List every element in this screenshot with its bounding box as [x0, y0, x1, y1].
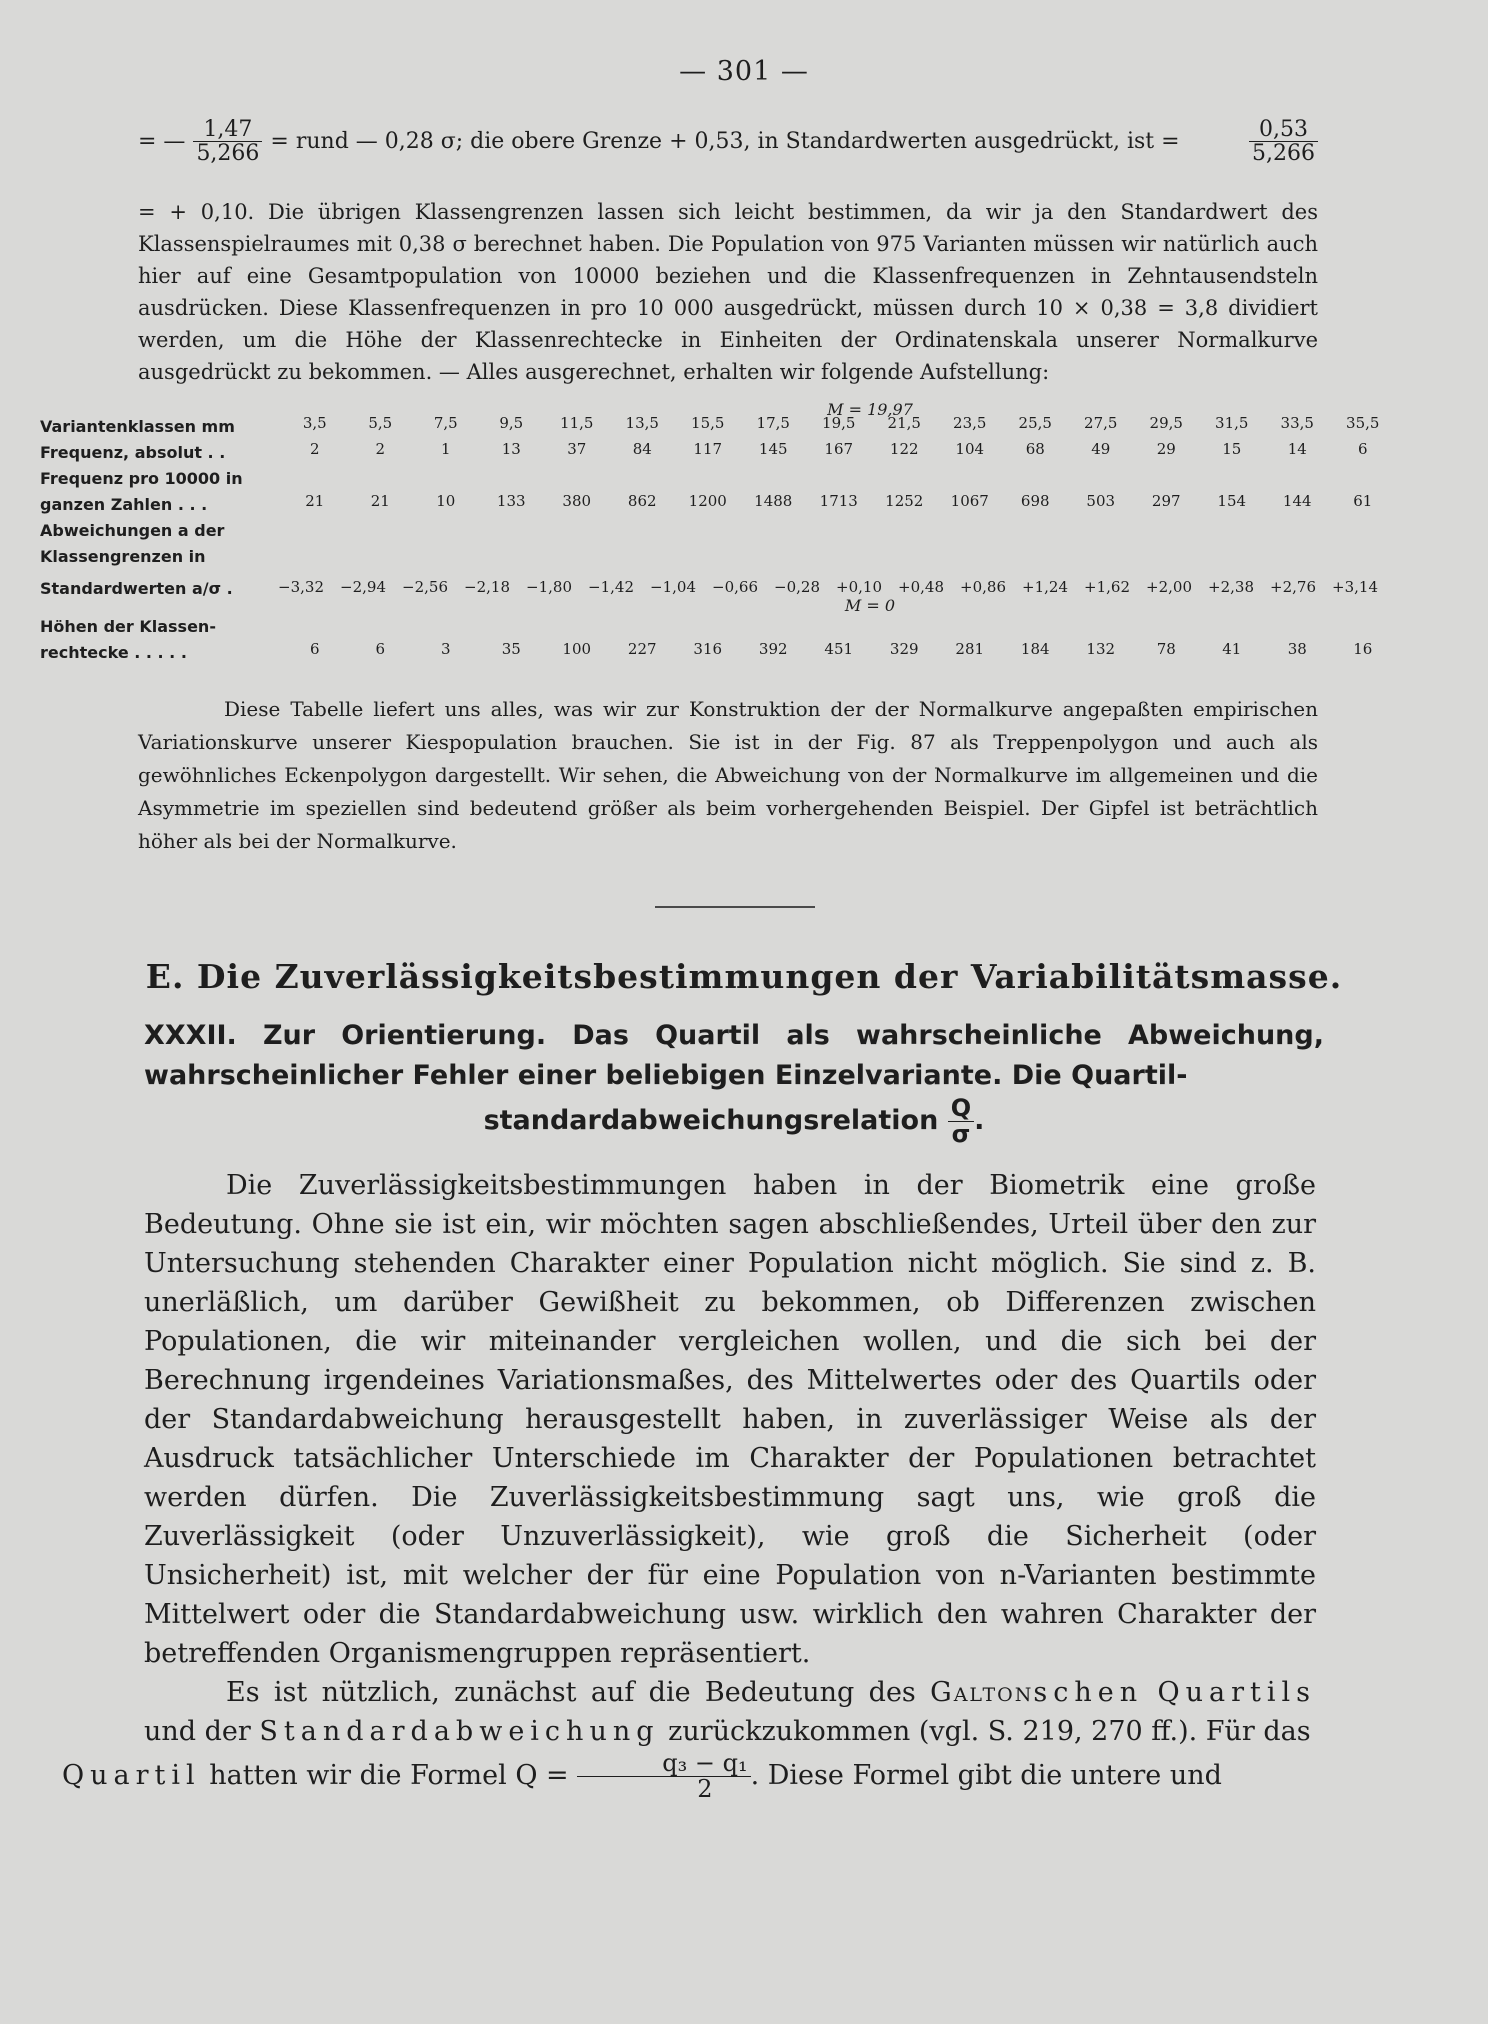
- table-cell-freq-10000: 144: [1282, 492, 1312, 510]
- table-cell-deviation: −0,66: [712, 578, 758, 596]
- table-row-freq-10000: [40, 492, 1460, 510]
- table-cell-class: 19,5: [822, 414, 856, 432]
- text-run-spaced: Quartils: [1157, 1677, 1316, 1708]
- table-cell-height: 392: [758, 640, 788, 658]
- label-line: ganzen Zahlen . . .: [40, 495, 208, 514]
- table-cell-class: 21,5: [887, 414, 921, 432]
- table-cell-freq-abs: 117: [693, 440, 723, 458]
- table-cell-freq-abs: 104: [955, 440, 985, 458]
- row-label-spacer: [40, 492, 282, 510]
- fraction-numerator: 0,53: [1249, 118, 1318, 142]
- table-cell-freq-abs: 14: [1287, 440, 1307, 458]
- row-label: Variantenklassen mm: [40, 417, 235, 436]
- table-cell-freq-abs: 13: [501, 440, 521, 458]
- table-cell-class: 31,5: [1215, 414, 1249, 432]
- table-cell-deviation: +1,62: [1084, 578, 1130, 596]
- text-run: zurückzukommen (vgl. S. 219, 270 ff.). Für das: [668, 1716, 1311, 1747]
- table-cell-height: 316: [693, 640, 723, 658]
- table-cell-height: 38: [1287, 640, 1307, 658]
- table-cell-height: 35: [501, 640, 521, 658]
- table-cell-deviation: +2,76: [1270, 578, 1316, 596]
- table-cell-freq-abs: 122: [889, 440, 919, 458]
- table-cell-deviation: +0,48: [898, 578, 944, 596]
- table-cell-height: 227: [627, 640, 657, 658]
- table-cell-freq-abs: 49: [1091, 440, 1111, 458]
- chapter-title-end: .: [974, 1105, 985, 1137]
- table-cell-freq-abs: 2: [375, 440, 386, 458]
- body-paragraph: Die Zuverlässigkeitsbestimmungen haben in der Biometrik eine große Bedeutung. Ohne sie ist ein, wir möchten sagen abschließendes, Urteil über den zur Untersuchung stehenden Charakter einer Population nicht möglich. Sie sind z. B. unerläßlich, um darüber Gewißheit zu bekommen, ob Differenzen zwischen Populationen, die wir miteinander vergleichen wollen, und die sich bei der Berechnung irgendeines Variationsmaßes, des Mittelwertes oder des Quartils oder der Standardabweichung herausgestellt haben, in zuverlässiger Weise als der Ausdruck tatsächlicher Unterschiede im Charakter der Populationen betrachtet werden dürfen. Die Zuverlässigkeitsbestimmung sagt uns, wie groß die Zuverlässigkeit (oder Unzuverlässigkeit), wie groß die Sicherheit (oder Unsicherheit) ist, mit welcher der für eine Population von n-Varianten bestimmte Mittelwert oder die Standardabweichung usw. wirklich den wahren Charakter der betreffenden Organismengruppen repräsentiert.: [144, 1170, 1316, 1669]
- table-cell-class: 25,5: [1018, 414, 1052, 432]
- table-cell-freq-10000: 297: [1151, 492, 1181, 510]
- table-cell-height: 132: [1086, 640, 1116, 658]
- table-cell-class: 5,5: [368, 414, 393, 432]
- table-cell-freq-abs: 145: [758, 440, 788, 458]
- table-cell-deviation: −2,18: [464, 578, 510, 596]
- table-cell-deviation: −3,32: [278, 578, 324, 596]
- chapter-title: [144, 1016, 1324, 1147]
- chapter-title-text: XXXII. Zur Orientierung. Das Quartil als wahrscheinliche Abweichung, wahrscheinlicher Fehler einer beliebigen Einzelvariante. Die Quartil-: [144, 1020, 1324, 1091]
- table-cell-height: 16: [1353, 640, 1373, 658]
- body-text: [62, 1166, 1316, 1804]
- fraction-numerator: q₃ − q₁: [577, 1751, 750, 1777]
- row-cells: [282, 440, 1460, 466]
- table-cell-height: 451: [824, 640, 854, 658]
- table-cell-class: 33,5: [1280, 414, 1314, 432]
- fraction-numerator: 1,47: [193, 118, 262, 142]
- table-cell-deviation: −1,80: [526, 578, 572, 596]
- table-cell-freq-10000: 10: [436, 492, 456, 510]
- label-line: Klassengrenzen in: [40, 547, 206, 566]
- table-cell-freq-abs: 29: [1156, 440, 1176, 458]
- table-cell-freq-abs: 84: [632, 440, 652, 458]
- row-label: Frequenz, absolut . .: [40, 443, 226, 462]
- table-cell-deviation: +2,38: [1208, 578, 1254, 596]
- table-cell-height: 100: [562, 640, 592, 658]
- label-line: Standardwerten a/σ .: [40, 579, 233, 598]
- table-cell-deviation: −1,04: [650, 578, 696, 596]
- table-mean-bottom: M = 0: [844, 596, 896, 615]
- table-cell-freq-abs: 2: [309, 440, 320, 458]
- table-cell-deviation: +1,24: [1022, 578, 1068, 596]
- table-cell-deviation: −1,42: [588, 578, 634, 596]
- table-cell-freq-10000: 698: [1020, 492, 1050, 510]
- section-divider: [655, 906, 815, 908]
- intro-paragraph: = + 0,10. Die übrigen Klassengrenzen lassen sich leicht bestimmen, da wir ja den Standardwert des Klassenspielraumes mit 0,38 σ berechnet haben. Die Population von 975 Varianten müssen wir natürlich auch hier auf eine Gesamtpopulation von 10000 beziehen und die Klassenfrequenzen in Zehntausendsteln ausdrücken. Diese Klassenfrequenzen in pro 10 000 ausgedrückt, müssen durch 10 × 0,38 = 3,8 dividiert werden, um die Höhe der Klassenrechtecke in Einheiten der Ordinatenskala unserer Normalkurve ausgedrückt zu bekommen. — Alles ausgerechnet, erhalten wir folgende Aufstellung:: [138, 200, 1318, 384]
- text-run-spaced: Standardabweichung: [259, 1716, 660, 1747]
- table-cell-freq-10000: 21: [370, 492, 390, 510]
- table-cell-class: 3,5: [302, 414, 327, 432]
- table-cell-freq-abs: 68: [1025, 440, 1045, 458]
- fraction-numerator: Q: [948, 1096, 974, 1122]
- table-cell-freq-abs: 167: [824, 440, 854, 458]
- table-cell-freq-abs: 6: [1357, 440, 1368, 458]
- page-number: — 301 —: [679, 56, 809, 87]
- table-cell-class: 13,5: [625, 414, 659, 432]
- table-cell-height: 281: [955, 640, 985, 658]
- text-run: hatten wir die Formel Q =: [209, 1760, 569, 1792]
- table-cell-deviation: +0,10: [836, 578, 882, 596]
- table-cell-freq-10000: 1067: [950, 492, 989, 510]
- table-cell-freq-abs: 1: [440, 440, 451, 458]
- fraction-denominator: 5,266: [1252, 141, 1315, 167]
- label-line: rechtecke . . . . .: [40, 643, 187, 662]
- table-cell-class: 29,5: [1149, 414, 1183, 432]
- row-cells: [270, 578, 1460, 596]
- fraction: [577, 1751, 750, 1802]
- table-cell-freq-10000: 61: [1353, 492, 1373, 510]
- table-cell-freq-abs: 15: [1222, 440, 1242, 458]
- text-run: Es ist nützlich, zunächst auf die Bedeutung des: [226, 1677, 916, 1708]
- table-cell-class: 27,5: [1084, 414, 1118, 432]
- table-cell-freq-10000: 862: [627, 492, 657, 510]
- table-row-classes: [40, 414, 1460, 440]
- label-line: Abweichungen a der: [40, 521, 225, 540]
- table-cell-freq-10000: 380: [562, 492, 592, 510]
- table-cell-freq-10000: 154: [1217, 492, 1247, 510]
- fraction: [193, 118, 262, 165]
- table-cell-deviation: −0,28: [774, 578, 820, 596]
- table-cell-class: 15,5: [691, 414, 725, 432]
- table-row-deviations: [40, 578, 1460, 596]
- section-title: E. Die Zuverlässigkeitsbestimmungen der Variabilitätsmasse.: [145, 957, 1343, 996]
- table-cell-height: 41: [1222, 640, 1242, 658]
- table-mean-top: M = 19,97: [827, 400, 913, 419]
- row-cells: [282, 414, 1460, 440]
- table-cell-class: 35,5: [1346, 414, 1380, 432]
- table-cell-class: 23,5: [953, 414, 987, 432]
- text-run: . Diese Formel gibt die untere und: [750, 1760, 1222, 1792]
- table-cell-height: 184: [1020, 640, 1050, 658]
- text-run-spaced: schen: [1033, 1677, 1144, 1708]
- body-paragraph: [62, 1673, 1316, 1804]
- chapter-title-relation: standardabweichungsrelation: [483, 1105, 939, 1137]
- row-cells: [282, 640, 1460, 658]
- table-cell-class: 7,5: [433, 414, 458, 432]
- intro-equation-line: [138, 118, 1318, 165]
- table-cell-freq-10000: 21: [305, 492, 325, 510]
- fraction-denominator: σ: [951, 1120, 971, 1149]
- eq-text: = rund — 0,28 σ; die obere Grenze + 0,53, in Standardwerten ausgedrückt, ist =: [270, 129, 1180, 155]
- row-cells: [282, 492, 1460, 510]
- row-label-spacer: [40, 640, 282, 658]
- fraction: [948, 1096, 974, 1147]
- eq-lead: = —: [138, 129, 186, 155]
- label-line: Frequenz pro 10000 in: [40, 469, 243, 488]
- fraction: [1249, 118, 1318, 165]
- table-row-heights: [40, 640, 1460, 658]
- table-cell-height: 78: [1156, 640, 1176, 658]
- label-line: Höhen der Klassen-: [40, 617, 216, 636]
- chapter-title-last-line: [144, 1096, 1324, 1147]
- table-cell-height: 6: [375, 640, 386, 658]
- table-cell-class: 9,5: [499, 414, 524, 432]
- fraction-denominator: 2: [697, 1775, 713, 1804]
- table-cell-height: 6: [309, 640, 320, 658]
- table-cell-height: 329: [889, 640, 919, 658]
- table-cell-class: 11,5: [560, 414, 594, 432]
- table-cell-deviation: +0,86: [960, 578, 1006, 596]
- table-cell-freq-10000: 1200: [688, 492, 727, 510]
- table-cell-deviation: +2,00: [1146, 578, 1192, 596]
- table-cell-freq-10000: 1713: [819, 492, 858, 510]
- text-run-galton: Galton: [930, 1677, 1034, 1708]
- table-cell-deviation: −2,56: [402, 578, 448, 596]
- table-cell-freq-10000: 503: [1086, 492, 1116, 510]
- table-cell-freq-10000: 1488: [754, 492, 793, 510]
- table-cell-class: 17,5: [756, 414, 790, 432]
- text-run: und der: [144, 1716, 251, 1747]
- fraction-denominator: 5,266: [196, 141, 260, 167]
- table-cell-freq-10000: 1252: [885, 492, 924, 510]
- table-cell-deviation: +3,14: [1332, 578, 1378, 596]
- table-cell-freq-abs: 37: [567, 440, 587, 458]
- table-cell-deviation: −2,94: [340, 578, 386, 596]
- table-row-freq-abs: [40, 440, 1460, 466]
- table-cell-height: 3: [440, 640, 451, 658]
- table-commentary-paragraph: Diese Tabelle liefert uns alles, was wir zur Konstruktion der der Normalkurve angepaßten empirischen Variationskurve unserer Kiespopulation brauchen. Sie ist in der Fig. 87 als Treppenpolygon und auch als gewöhnliches Eckenpolygon dargestellt. Wir sehen, die Abweichung von der Normalkurve im allgemeinen und die Asymmetrie im speziellen sind bedeutend größer als beim vorhergehenden Beispiel. Der Gipfel ist beträchtlich höher als bei der Normalkurve.: [138, 697, 1318, 853]
- text-run-spaced: Quartil: [62, 1760, 201, 1792]
- table-cell-freq-10000: 133: [496, 492, 526, 510]
- row-label-spacer: [40, 578, 270, 596]
